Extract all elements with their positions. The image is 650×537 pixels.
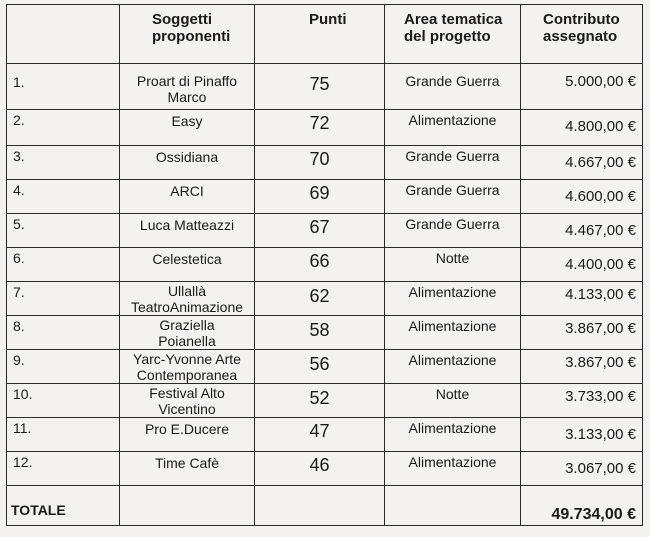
row-points: 75 xyxy=(255,64,385,110)
row-number: 6. xyxy=(7,248,120,282)
total-row xyxy=(7,486,643,526)
row-number: 12. xyxy=(7,452,120,486)
row-area: Grande Guerra xyxy=(385,146,521,180)
row-amount: 4.133,00 € xyxy=(521,282,643,316)
row-soggetto xyxy=(120,350,255,384)
row-points: 52 xyxy=(255,384,385,418)
row-soggetto xyxy=(120,64,255,110)
table-row xyxy=(7,418,643,452)
table-row xyxy=(7,384,643,418)
header-punti: Punti xyxy=(255,5,385,64)
row-points: 46 xyxy=(255,452,385,486)
row-soggetto xyxy=(120,452,255,486)
row-points: 47 xyxy=(255,418,385,452)
row-soggetto-line: Festival Alto xyxy=(149,385,225,401)
table-row xyxy=(7,64,643,110)
row-number: 1. xyxy=(7,64,120,110)
table-row xyxy=(7,146,643,180)
total-empty-1 xyxy=(120,486,255,526)
row-amount: 4.800,00 € xyxy=(521,110,643,146)
row-points: 67 xyxy=(255,214,385,248)
row-amount: 4.400,00 € xyxy=(521,248,643,282)
row-area: Notte xyxy=(385,384,521,418)
table-row xyxy=(7,214,643,248)
row-points: 70 xyxy=(255,146,385,180)
row-number: 4. xyxy=(7,180,120,214)
row-soggetto xyxy=(120,110,255,146)
header-contributo-line1: Contributo xyxy=(543,11,620,28)
row-area: Grande Guerra xyxy=(385,180,521,214)
row-area: Grande Guerra xyxy=(385,64,521,110)
row-number: 10. xyxy=(7,384,120,418)
total-empty-2 xyxy=(255,486,385,526)
row-amount: 3.067,00 € xyxy=(521,452,643,486)
header-number xyxy=(7,5,120,64)
row-area: Grande Guerra xyxy=(385,214,521,248)
header-area-line1: Area tematica xyxy=(404,11,503,28)
row-number: 2. xyxy=(7,110,120,146)
row-amount: 3.867,00 € xyxy=(521,350,643,384)
row-area: Alimentazione xyxy=(385,452,521,486)
row-amount: 3.733,00 € xyxy=(521,384,643,418)
row-points: 56 xyxy=(255,350,385,384)
row-soggetto xyxy=(120,384,255,418)
header-contributo-line2: assegnato xyxy=(543,28,618,45)
row-soggetto xyxy=(120,214,255,248)
row-area: Alimentazione xyxy=(385,316,521,350)
row-soggetto-line: Ossidiana xyxy=(155,149,219,165)
row-points: 58 xyxy=(255,316,385,350)
row-points: 66 xyxy=(255,248,385,282)
row-number: 3. xyxy=(7,146,120,180)
row-points: 62 xyxy=(255,282,385,316)
row-amount: 4.467,00 € xyxy=(521,214,643,248)
table-row xyxy=(7,452,643,486)
row-points: 72 xyxy=(255,110,385,146)
table-row xyxy=(7,110,643,146)
row-area: Alimentazione xyxy=(385,418,521,452)
row-number: 11. xyxy=(7,418,120,452)
row-soggetto-line: Vicentino xyxy=(158,401,216,417)
row-number: 9. xyxy=(7,350,120,384)
row-area: Alimentazione xyxy=(385,110,521,146)
total-amount: 49.734,00 € xyxy=(521,486,643,526)
row-soggetto xyxy=(120,180,255,214)
row-soggetto-line: Proart di Pinaffo xyxy=(136,73,238,89)
header-row xyxy=(7,5,643,64)
header-soggetti-line1: Soggetti xyxy=(152,11,212,28)
row-soggetto-line: Celestetica xyxy=(152,251,222,267)
header-area xyxy=(385,5,521,64)
row-soggetto-line: Ullallà xyxy=(167,283,207,299)
row-soggetto-line: Luca Matteazzi xyxy=(139,217,235,233)
total-empty-3 xyxy=(385,486,521,526)
row-soggetto-line: TeatroAnimazione xyxy=(130,299,244,315)
row-soggetto-line: Graziella xyxy=(159,317,215,333)
row-soggetto-line: Yarc-Yvonne Arte xyxy=(133,351,241,367)
row-amount: 5.000,00 € xyxy=(521,64,643,110)
row-number: 8. xyxy=(7,316,120,350)
row-amount: 4.667,00 € xyxy=(521,146,643,180)
row-soggetto-line: Contemporanea xyxy=(136,367,238,383)
header-soggetti-line2: proponenti xyxy=(152,28,231,45)
row-soggetto-line: ARCI xyxy=(170,183,204,199)
row-points: 69 xyxy=(255,180,385,214)
row-number: 7. xyxy=(7,282,120,316)
row-soggetto-line: Easy xyxy=(171,113,203,129)
row-soggetto-line: Poianella xyxy=(158,333,216,349)
row-soggetto xyxy=(120,146,255,180)
row-amount: 3.867,00 € xyxy=(521,316,643,350)
header-area-line2: del progetto xyxy=(404,28,491,45)
header-contributo xyxy=(521,5,643,64)
row-soggetto xyxy=(120,316,255,350)
table-row xyxy=(7,316,643,350)
row-soggetto-line: Pro E.Ducere xyxy=(144,421,230,437)
row-soggetto xyxy=(120,248,255,282)
row-area: Alimentazione xyxy=(385,282,521,316)
row-number: 5. xyxy=(7,214,120,248)
row-amount: 4.600,00 € xyxy=(521,180,643,214)
row-area: Notte xyxy=(385,248,521,282)
row-area: Alimentazione xyxy=(385,350,521,384)
row-amount: 3.133,00 € xyxy=(521,418,643,452)
table-row xyxy=(7,180,643,214)
row-soggetto xyxy=(120,418,255,452)
table-row xyxy=(7,248,643,282)
table-row xyxy=(7,282,643,316)
row-soggetto xyxy=(120,282,255,316)
header-soggetti xyxy=(120,5,255,64)
row-soggetto-line: Time Cafè xyxy=(154,455,220,471)
grant-table xyxy=(6,4,643,526)
table-row xyxy=(7,350,643,384)
row-soggetto-line: Marco xyxy=(167,89,207,105)
total-label: TOTALE xyxy=(7,486,120,526)
